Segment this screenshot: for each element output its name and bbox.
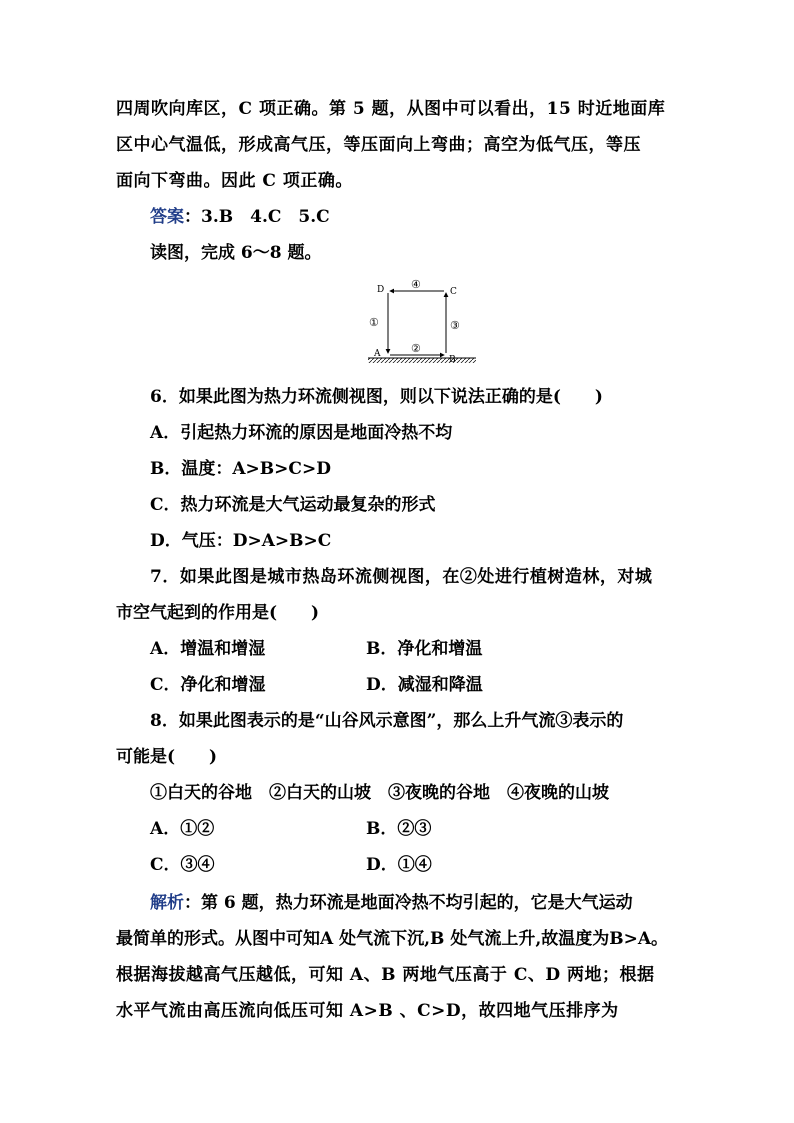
- answer-text: ：3.B 4.C 5.C: [184, 207, 330, 227]
- q7-stem-line-1: 7．如果此图是城市热岛环流侧视图，在②处进行植树造林，对城: [150, 567, 653, 587]
- ground-hatch: [368, 358, 476, 363]
- label-right-arrow: ③: [450, 319, 460, 332]
- q7-stem-line-2: 市空气起到的作用是( ): [116, 603, 320, 623]
- q6-option-c: C．热力环流是大气运动最复杂的形式: [150, 495, 436, 515]
- intro-line-1: 四周吹向库区，C 项正确。第 5 题，从图中可以看出，15 时近地面库: [116, 99, 666, 119]
- label-a: A: [374, 349, 381, 359]
- label-c: C: [450, 287, 457, 297]
- q8-stem-line-2: 可能是( ): [116, 747, 218, 767]
- q7-option-d: D．减湿和降温: [366, 675, 483, 695]
- q6-option-d: D．气压：D>A>B>C: [150, 531, 332, 551]
- q7-option-a: A．增温和增湿: [150, 639, 266, 659]
- label-d: D: [377, 285, 385, 295]
- answer-line: [150, 205, 330, 229]
- q8-option-d: D．①④: [366, 855, 432, 875]
- label-top-arrow: ④: [411, 278, 421, 291]
- label-bottom-arrow: ②: [411, 342, 421, 355]
- q6-option-b: B．温度：A>B>C>D: [150, 459, 331, 479]
- circulation-diagram: [360, 276, 480, 372]
- q8-stem-line-1: 8．如果此图表示的是“山谷风示意图”，那么上升气流③表示的: [150, 711, 624, 731]
- q8-option-b: B．②③: [366, 819, 432, 839]
- analysis-line-3: 根据海拔越高气压越低，可知 A、B 两地气压高于 C、D 两地；根据: [116, 965, 655, 985]
- q7-option-c: C．净化和增湿: [150, 675, 266, 695]
- answer-label: 答案: [150, 207, 184, 227]
- read-figure-prompt: 读图，完成 6～8 题。: [150, 243, 322, 263]
- q7-option-b: B．净化和增温: [366, 639, 483, 659]
- q6-stem: 6．如果此图为热力环流侧视图，则以下说法正确的是( ): [150, 387, 603, 407]
- label-left-arrow: ①: [369, 316, 379, 329]
- q6-option-a: A．引起热力环流的原因是地面冷热不均: [150, 423, 453, 443]
- q8-option-c: C．③④: [150, 855, 215, 875]
- analysis-line-1: [150, 891, 633, 915]
- analysis-line-4: 水平气流由高压流向低压可知 A>B 、C>D，故四地气压排序为: [116, 1001, 619, 1021]
- intro-line-2: 区中心气温低，形成高气压，等压面向上弯曲；高空为低气压，等压: [116, 135, 641, 155]
- intro-line-3: 面向下弯曲。因此 C 项正确。: [116, 171, 353, 191]
- analysis-label: 解析: [150, 893, 184, 913]
- label-b: B: [449, 355, 456, 365]
- q8-choices: ①白天的谷地 ②白天的山坡 ③夜晚的谷地 ④夜晚的山坡: [150, 783, 609, 803]
- analysis-line-1-text: ：第 6 题，热力环流是地面冷热不均引起的，它是大气运动: [184, 893, 633, 913]
- q8-option-a: A．①②: [150, 819, 215, 839]
- analysis-line-2: 最简单的形式。从图中可知A 处气流下沉,B 处气流上升,故温度为B>A。: [116, 929, 669, 949]
